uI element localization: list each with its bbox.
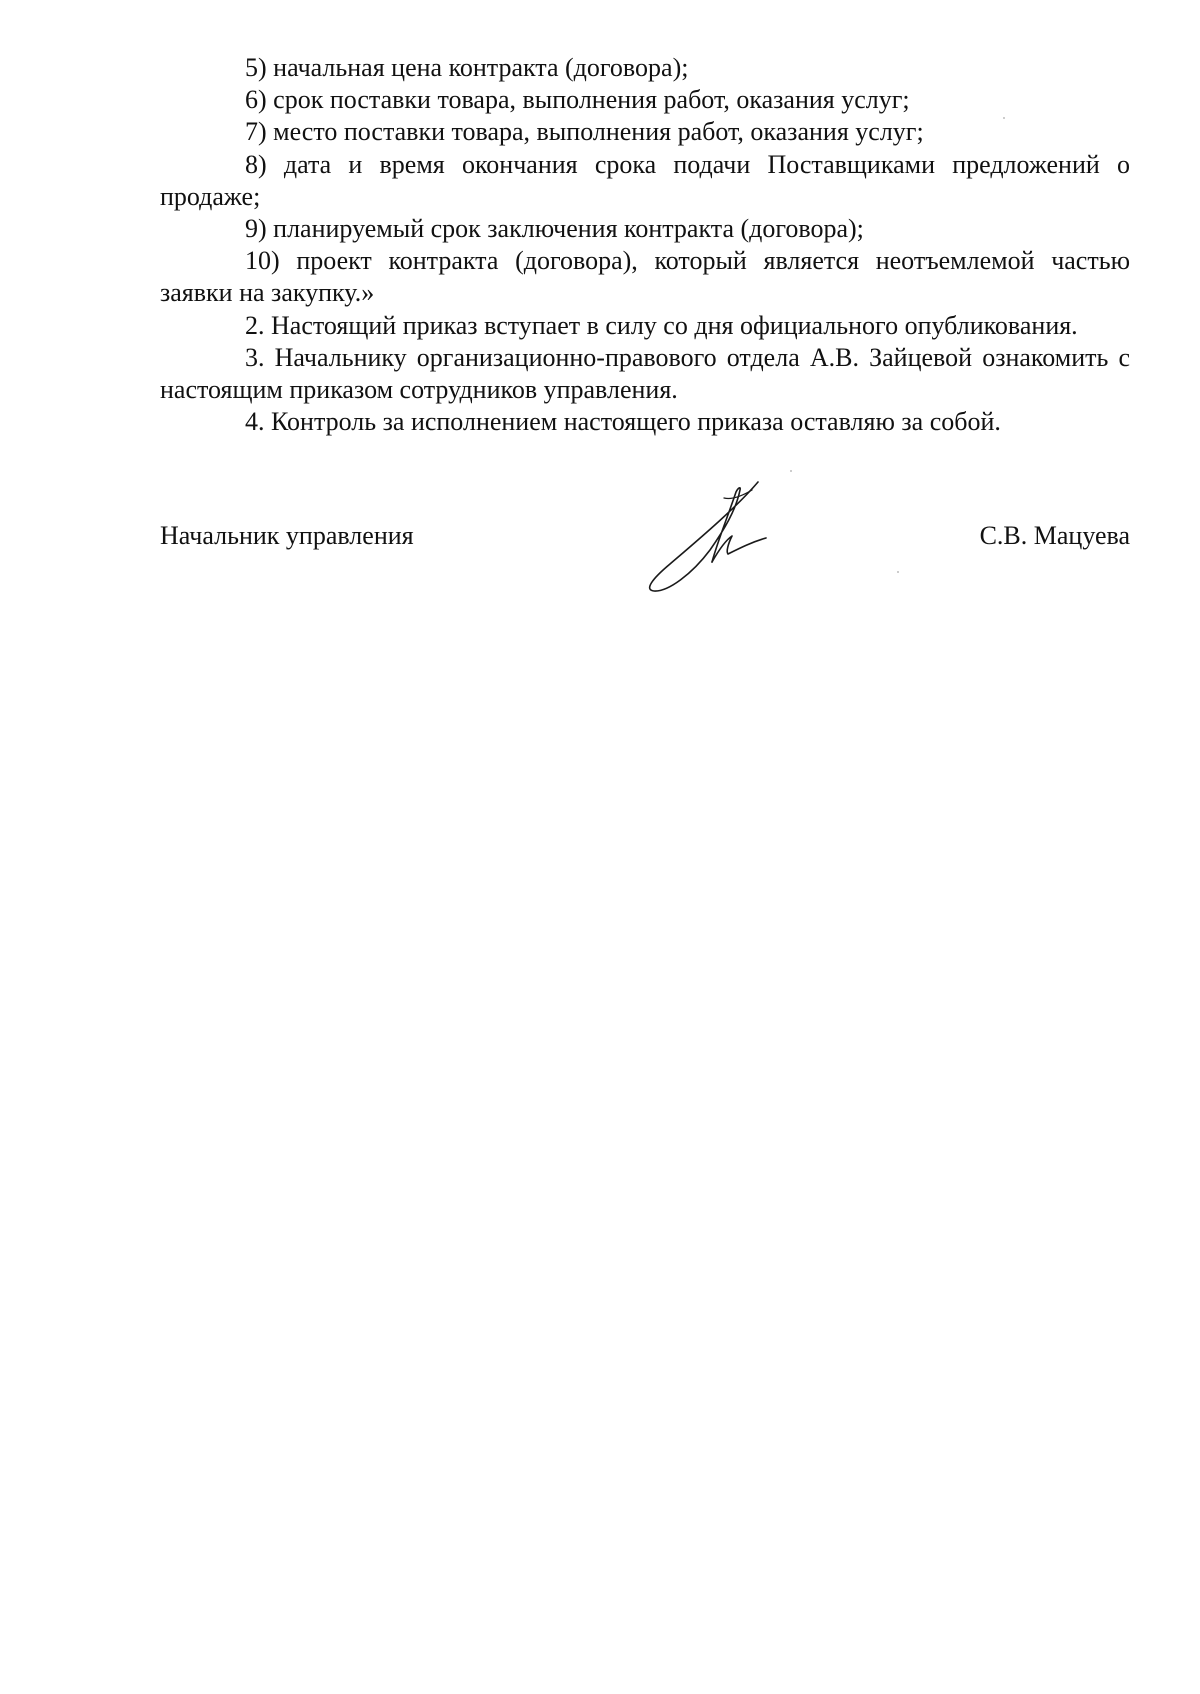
signatory-name: С.В. Мацуева [979,521,1130,550]
order-clause-4: 4. Контроль за исполнением настоящего приказа оставляю за собой. [245,407,1001,437]
list-item-10: 10) проект контракта (договора), который является неотъемлемой частью заявки на закупку.» [160,246,1130,308]
list-item-9: 9) планируемый срок заключения контракта (договора); [245,214,864,244]
order-clause-2: 2. Настоящий приказ вступает в силу со дня официального опубликования. [245,310,1078,340]
document-body [160,52,1130,438]
list-item-7: 7) место поставки товара, выполнения работ, оказания услуг; [245,117,924,147]
scan-speck [1003,117,1005,119]
list-item-6: 6) срок поставки товара, выполнения работ, оказания услуг; [245,85,910,115]
list-item-8: 8) дата и время окончания срока подачи Поставщиками предложений о продаже; [160,149,1130,211]
scan-speck [897,571,899,573]
signatory-position: Начальник управления [160,521,414,550]
order-clause-3: 3. Начальнику организационно-правового отдела А.В. Зайцевой ознакомить с настоящим приказом сотрудников управления. [160,342,1130,405]
list-item-5: 5) начальная цена контракта (договора); [245,53,689,82]
scan-speck [790,470,792,472]
handwritten-signature [640,478,780,593]
